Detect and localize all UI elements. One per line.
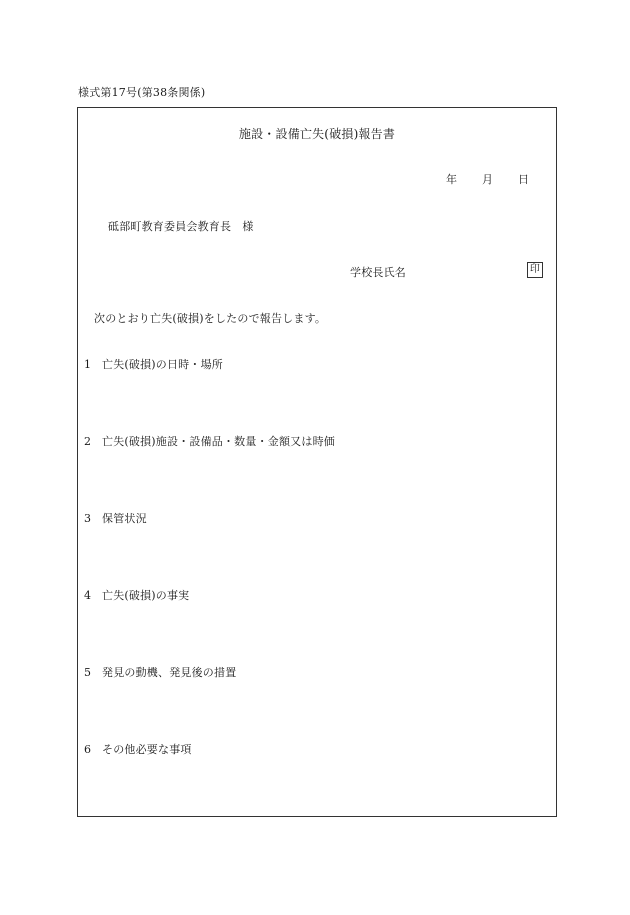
item-number: 2 — [84, 435, 92, 448]
item-4 — [84, 587, 189, 603]
item-2 — [84, 433, 335, 449]
item-1 — [84, 356, 223, 372]
addressee: 砥部町教育委員会教育長 様 — [108, 220, 254, 233]
item-label: 亡失(破損)の事実 — [102, 589, 190, 602]
item-number: 5 — [84, 666, 92, 679]
item-label: 亡失(破損)施設・設備品・数量・金額又は時価 — [102, 435, 335, 448]
seal-mark: 印 — [527, 262, 543, 278]
item-number: 3 — [84, 512, 92, 525]
principal-name-label: 学校長氏名 — [350, 266, 406, 279]
date-month-label: 月 — [482, 173, 494, 186]
intro-text: 次のとおり亡失(破損)をしたので報告します。 — [94, 312, 327, 325]
item-5 — [84, 664, 236, 680]
item-label: 保管状況 — [102, 512, 147, 525]
item-3 — [84, 510, 147, 526]
item-6 — [84, 741, 192, 757]
item-number: 4 — [84, 589, 92, 602]
item-number: 6 — [84, 743, 92, 756]
form-number-label: 様式第17号(第38条関係) — [78, 86, 206, 99]
date-year-label: 年 — [446, 173, 458, 186]
date-day-label: 日 — [518, 173, 530, 186]
report-title: 施設・設備亡失(破損)報告書 — [238, 127, 396, 141]
item-number: 1 — [84, 358, 92, 371]
item-label: その他必要な事項 — [102, 743, 192, 756]
report-form-frame — [77, 107, 557, 817]
item-label: 発見の動機、発見後の措置 — [102, 666, 237, 679]
item-label: 亡失(破損)の日時・場所 — [102, 358, 223, 371]
